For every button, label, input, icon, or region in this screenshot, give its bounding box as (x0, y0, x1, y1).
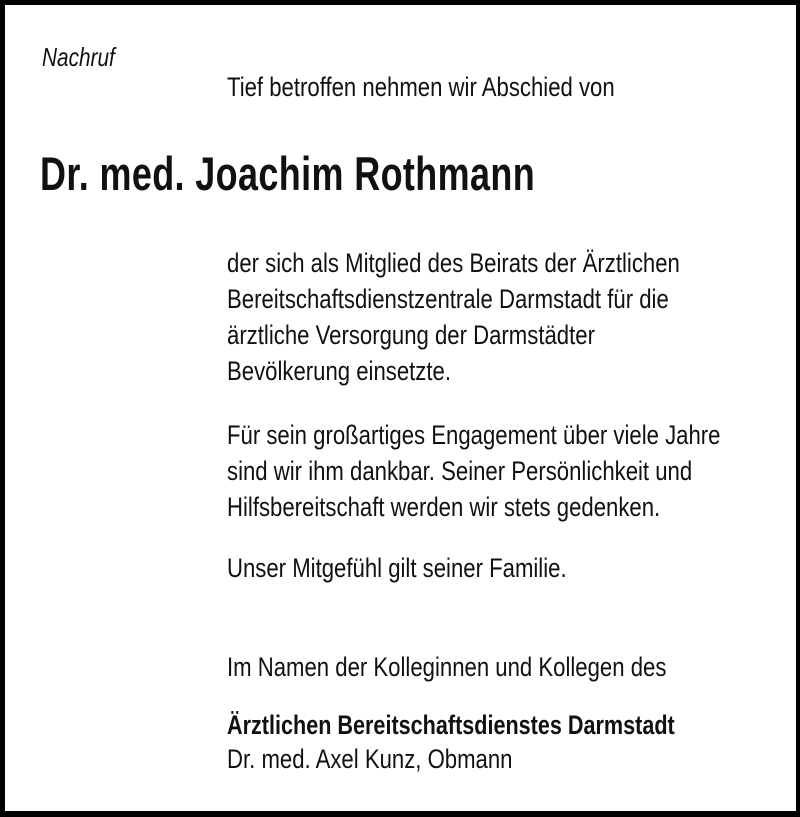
deceased-name: Dr. med. Joachim Rothmann (40, 147, 536, 200)
paragraph-line: Für sein großartiges Engagement über viele Jahre (227, 420, 721, 450)
paragraph-line: Im Namen der Kolleginnen und Kollegen des (227, 652, 667, 682)
paragraph-line: Bevölkerung einsetzte. (227, 356, 452, 386)
paragraph-condolence (227, 550, 567, 586)
paragraph-on-behalf (227, 649, 666, 685)
paragraph-line: sind wir ihm dankbar. Seiner Persönlichkeit und (227, 456, 693, 486)
paragraph-line: der sich als Mitglied des Beirats der Ärztlichen (227, 248, 680, 278)
paragraph-role (227, 245, 680, 389)
paragraph-line: Bereitschaftsdienstzentrale Darmstadt für die (227, 284, 669, 314)
paragraph-gratitude (227, 417, 720, 525)
notice-kicker: Nachruf (42, 42, 115, 72)
paragraph-line: Hilfsbereitschaft werden wir stets gedenken. (227, 492, 661, 522)
organization-name: Ärztlichen Bereitschaftsdienstes Darmstadt (227, 710, 675, 740)
signatory: Dr. med. Axel Kunz, Obmann (227, 744, 513, 774)
paragraph-line: ärztliche Versorgung der Darmstädter (227, 320, 595, 350)
intro-line: Tief betroffen nehmen wir Abschied von (227, 72, 615, 102)
paragraph-line: Unser Mitgefühl gilt seiner Familie. (227, 553, 567, 583)
